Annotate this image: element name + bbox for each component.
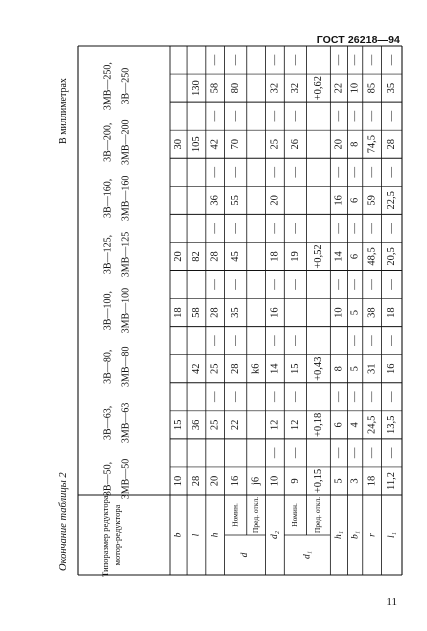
cell-b1: — [349,279,361,290]
cell-d_nom: 70 [230,138,242,150]
cell-d2: — [269,110,281,122]
cell-l1: 13,5 [386,415,398,435]
cell-b1: 4 [349,422,361,428]
cell-l1: 20,5 [386,247,398,266]
cell-b1: — [349,335,361,346]
cell-l1: 18 [386,307,398,318]
header-sublabel: Номин. [290,503,300,527]
cell-l: 42 [190,363,202,374]
header-col-d: d [240,552,251,558]
table-rotated-group [58,46,402,577]
cell-d1_nom: 15 [289,363,301,374]
cell-r: — [366,447,378,459]
cell-l: 82 [190,251,202,262]
cell-b1: — [349,391,361,403]
cell-h: — [209,223,221,234]
header-col-h: h [210,532,221,538]
page-number: 11 [386,596,397,608]
cell-l1: — [386,391,398,403]
cell-r: — [366,167,378,178]
cell-b1: 6 [349,253,361,260]
header-type-label: мотор-редуктора [111,504,122,566]
cell-d2: — [269,447,281,459]
cell-h1: — [333,391,345,403]
table-continuation-label: Окончание таблицы 2 [58,472,69,571]
cell-d2: — [269,335,281,346]
cell-d1_nom: 9 [289,478,301,484]
cell-l1: 11,2 [386,471,398,490]
cell-d_nom: — [230,335,242,346]
row-type-label: 3МВ—100 [120,287,132,334]
document-header: ГОСТ 26218—94 [316,34,400,46]
cell-r: — [366,391,378,403]
header-sublabel: Номин. [230,503,240,527]
row-type-label: 3МВ—50 [120,458,132,500]
cell-b: 18 [172,307,184,318]
cell-d2: 25 [269,138,281,150]
cell-d1_nom: — [289,110,301,122]
cell-l: 130 [190,80,202,96]
cell-h: — [209,110,221,122]
cell-d_nom: 35 [230,307,242,318]
header-col-h1: h₁ [334,530,345,540]
cell-h: — [209,54,221,66]
cell-l1: — [386,223,398,234]
cell-h: 58 [209,82,221,94]
cell-h1: — [333,279,345,290]
cell-h: 28 [209,307,221,318]
cell-h1: — [333,223,345,234]
cell-h1: — [333,167,345,178]
cell-d2: 20 [269,195,281,206]
cell-d_nom: 45 [230,251,242,262]
cell-r: 31 [366,363,378,374]
cell-d_nom: — [230,391,242,403]
cell-l: 105 [190,136,202,153]
row-type-label: 3В—125, [102,234,114,275]
cell-l1: 22,5 [386,191,398,210]
cell-r: — [366,279,378,290]
cell-r: — [366,223,378,234]
cell-d1_dev: +0,43 [312,356,324,381]
cell-d1_dev: +0,18 [312,412,324,437]
cell-d2: 32 [269,82,281,94]
cell-d_dev: k6 [250,363,262,374]
cell-b1: — [349,167,361,178]
row-type-label: 3МВ—125 [120,231,132,278]
cell-l1: 16 [386,363,398,374]
cell-h1: 8 [333,366,345,372]
cell-h1: 16 [333,195,345,206]
cell-d_nom: 28 [230,363,242,374]
cell-h1: 6 [333,422,345,428]
cell-l1: — [386,110,398,122]
cell-l: 58 [190,307,202,318]
cell-d2: — [269,54,281,66]
cell-d_dev: j6 [250,476,262,486]
cell-d1_nom: — [289,391,301,403]
row-type-label: 3МВ—63 [120,402,132,444]
cell-r: 74,5 [366,135,378,154]
cell-d1_nom: 12 [289,419,301,431]
cell-h: 25 [209,419,221,431]
header-sublabel: Пред. откл. [313,496,323,534]
cell-h: — [209,279,221,290]
cell-d1_nom: — [289,54,301,66]
cell-d2: 14 [269,363,281,374]
header-col-r: r [367,533,378,537]
cell-r: — [366,54,378,66]
cell-d2: 12 [269,419,281,431]
cell-r: 59 [366,195,378,206]
cell-d_nom: — [230,279,242,290]
cell-d2: — [269,391,281,403]
cell-d1_nom: — [289,279,301,290]
cell-h1: — [333,54,345,66]
table-cells [100,54,397,577]
header-col-b1: b₁ [350,530,361,540]
header-col-d1: d₁ [302,550,313,560]
cell-d1_dev: +0,62 [312,75,324,101]
header-col-l1: l₁ [386,532,397,538]
cell-h: 28 [209,251,221,262]
cell-r: 38 [366,307,378,318]
cell-r: 48,5 [366,247,378,266]
cell-b1: 3 [349,478,361,484]
cell-r: 24,5 [366,415,378,435]
cell-h1: — [333,110,345,122]
cell-d1_nom: 26 [289,138,301,150]
cell-b1: — [349,54,361,66]
cell-b1: — [349,110,361,122]
cell-r: 85 [366,82,378,94]
cell-b: 20 [172,251,184,262]
cell-l1: — [386,54,398,66]
cell-d_nom: 55 [230,195,242,206]
header-col-l: l [191,533,202,537]
cell-d2: 10 [269,475,281,487]
row-type-label: 3МВ—200 [120,119,132,165]
cell-d1_nom: 32 [289,82,301,94]
cell-d_nom: — [230,54,242,66]
cell-h: 20 [209,475,221,487]
row-type-label: 3В—100, [102,291,114,331]
cell-h: 25 [209,363,221,374]
cell-d_nom: 16 [230,475,242,487]
cell-d2: 18 [269,251,281,262]
cell-l1: — [386,167,398,178]
cell-h: 42 [209,138,221,150]
cell-b: 30 [172,138,184,150]
cell-h1: 14 [333,251,345,262]
cell-h1: 5 [333,478,345,484]
header-col-b: b [173,532,184,538]
cell-d_nom: — [230,223,242,234]
cell-h1: 22 [333,82,345,94]
cell-l1: — [386,279,398,290]
cell-l1: 28 [386,138,398,150]
cell-b1: 8 [349,141,361,147]
cell-h: — [209,391,221,403]
cell-b1: — [349,447,361,459]
cell-d1_nom: 19 [289,251,301,262]
cell-d1_dev: +0,52 [312,244,324,269]
cell-d_nom: 22 [230,419,242,431]
header-type-label: Типоразмер редуктора, [99,493,110,577]
cell-d2: — [269,279,281,290]
row-type-label: 3В—50, [102,461,114,497]
cell-d2: — [269,223,281,234]
cell-b1: — [349,223,361,234]
cell-d2: — [269,167,281,178]
cell-d1_nom: — [289,335,301,346]
cell-b1: 5 [349,366,361,372]
cell-d1_nom: — [289,447,301,459]
row-type-label: 3МВ—80 [120,346,132,387]
cell-l: 36 [190,419,202,431]
row-type-label: 3МВ—160 [120,175,132,222]
cell-l1: 35 [386,82,398,94]
cell-r: — [366,110,378,122]
cell-d_nom: — [230,110,242,122]
cell-b1: 5 [349,309,361,316]
cell-b1: 10 [349,82,361,94]
cell-h1: 10 [333,307,345,318]
cell-b: 15 [172,419,184,431]
cell-d2: 16 [269,307,281,318]
row-type-label: 3В—200, [102,122,114,162]
row-type-label: 3В—80, [102,349,114,384]
cell-l1: — [386,447,398,459]
cell-h: 36 [209,195,221,206]
cell-d_nom: — [230,167,242,178]
cell-l: 28 [190,475,202,487]
row-type-label: 3В—250 [120,67,132,105]
row-type-label: 3В—160, [102,178,114,218]
cell-d1_dev: +0,15 [312,468,324,494]
cell-h: — [209,167,221,178]
cell-d1_nom: — [289,223,301,234]
row-type-label: 3В—63, [102,405,114,440]
row-type-label: 3МВ—250, [102,62,114,111]
table-units-label: В миллиметрах [58,78,69,144]
cell-h1: — [333,447,345,459]
cell-h: — [209,335,221,346]
cell-b1: 6 [349,197,361,203]
cell-r: 18 [366,475,378,487]
cell-l1: — [386,335,398,346]
cell-h1: 20 [333,138,345,150]
cell-r: — [366,335,378,346]
header-col-d2: d₂ [270,530,281,540]
header-sublabel: Пред. откл. [250,496,260,534]
cell-d1_nom: — [289,167,301,178]
cell-d_nom: 80 [230,82,242,94]
cell-b: 10 [172,475,184,487]
